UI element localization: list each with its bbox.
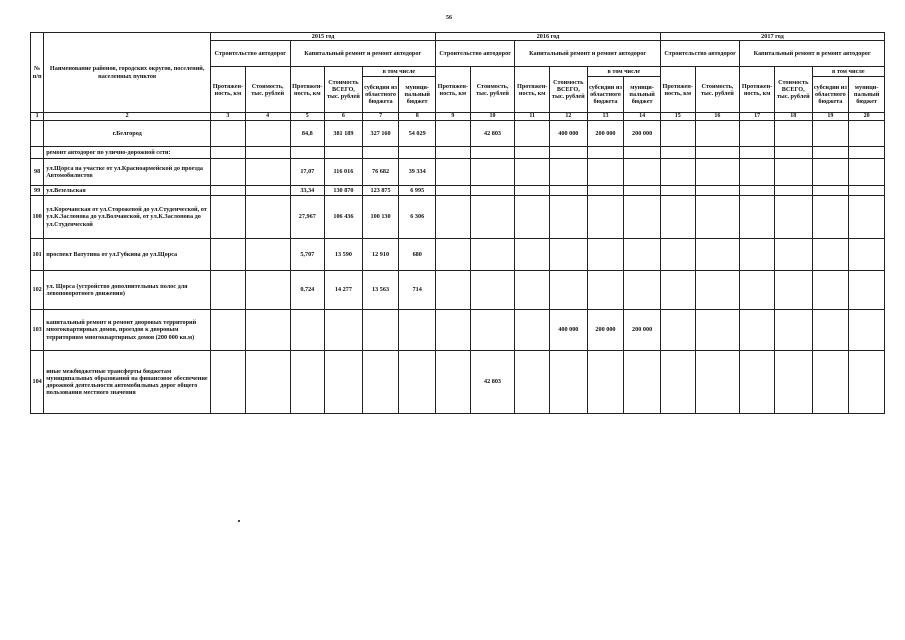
construction-2016: Строительство автодорог [436, 41, 515, 67]
cell-col-18 [774, 239, 812, 271]
cell-col-9 [436, 239, 471, 271]
cell-col-18 [774, 186, 812, 196]
row-name: ул. Щорса (устройство дополнительных полос для левоповоротного движения) [44, 271, 211, 310]
colnum: 17 [740, 113, 775, 121]
cell-col-9 [436, 310, 471, 351]
cell-col-15 [660, 186, 695, 196]
row-number: 101 [31, 239, 44, 271]
cell-col-12: 400 000 [550, 310, 588, 351]
row-name: г.Белгород [44, 121, 211, 147]
cell-col-13 [587, 147, 624, 159]
including-2015: в том числе [362, 67, 435, 77]
cell-col-12 [550, 147, 588, 159]
municipal-2017: муници-пальный бюджет [849, 77, 885, 113]
cell-col-15 [660, 159, 695, 186]
cell-col-10 [470, 310, 515, 351]
cell-col-6: 381 189 [325, 121, 363, 147]
cell-col-15 [660, 271, 695, 310]
colnum: 20 [849, 113, 885, 121]
cell-col-5: 0,724 [290, 271, 325, 310]
cell-col-3 [211, 186, 246, 196]
row-name: капитальный ремонт и ремонт дворовых территорий многоквартирных домов, проездов к дворовым территориям многоквартирных домов (200 000 кв.м) [44, 310, 211, 351]
colnum: 1 [31, 113, 44, 121]
colnum: 18 [774, 113, 812, 121]
cell-col-15 [660, 121, 695, 147]
year-2016: 2016 год [436, 33, 661, 41]
cell-col-3 [211, 310, 246, 351]
cell-col-4 [245, 271, 290, 310]
cell-col-12 [550, 239, 588, 271]
colnum: 7 [362, 113, 399, 121]
cell-col-8: 39 334 [399, 159, 436, 186]
row-number: 99 [31, 186, 44, 196]
cell-col-7 [362, 351, 399, 414]
length-2017: Протяжен-ность, км [660, 67, 695, 113]
cell-col-12 [550, 351, 588, 414]
cell-col-4 [245, 147, 290, 159]
cell-col-16 [695, 186, 740, 196]
cell-col-6: 13 590 [325, 239, 363, 271]
cell-col-16 [695, 351, 740, 414]
cell-col-19 [812, 310, 849, 351]
cell-col-18 [774, 351, 812, 414]
cell-col-19 [812, 196, 849, 239]
cell-col-14 [624, 271, 661, 310]
cell-col-16 [695, 121, 740, 147]
repair-length-2017: Протяжен-ность, км [740, 67, 775, 113]
cell-col-13 [587, 196, 624, 239]
cost-2016: Стоимость, тыс. рублей [470, 67, 515, 113]
cell-col-6: 130 870 [325, 186, 363, 196]
cell-col-10: 42 803 [470, 351, 515, 414]
cell-col-8: 714 [399, 271, 436, 310]
table-row [31, 310, 885, 351]
cell-col-5: 33,34 [290, 186, 325, 196]
cell-col-6: 106 436 [325, 196, 363, 239]
construction-2015: Строительство автодорог [211, 41, 290, 67]
cell-col-20 [849, 196, 885, 239]
cell-col-11 [515, 271, 550, 310]
including-2017: в том числе [812, 67, 884, 77]
cell-col-8: 54 029 [399, 121, 436, 147]
repair-length-2016: Протяжен-ность, км [515, 67, 550, 113]
page-number: 56 [446, 15, 452, 21]
cell-col-9 [436, 196, 471, 239]
row-name: иные межбюджетные трансферты бюджетам муниципальных образований на финансовое обеспечение дорожной деятельности автомобильных дорог общего пользования местного значения [44, 351, 211, 414]
table-row [31, 351, 885, 414]
colnum: 14 [624, 113, 661, 121]
cell-col-12 [550, 196, 588, 239]
row-number [31, 147, 44, 159]
length-2016: Протяжен-ность, км [436, 67, 471, 113]
cell-col-11 [515, 186, 550, 196]
cell-col-11 [515, 351, 550, 414]
cell-col-8 [399, 351, 436, 414]
cell-col-13: 200 000 [587, 121, 624, 147]
colnum: 9 [436, 113, 471, 121]
cost-2015: Стоимость, тыс. рублей [245, 67, 290, 113]
cost-2017: Стоимость, тыс. рублей [695, 67, 740, 113]
cell-col-7: 100 130 [362, 196, 399, 239]
cell-col-9 [436, 147, 471, 159]
cell-col-17 [740, 159, 775, 186]
subsidy-2016: субсидии из областного бюджета [587, 77, 624, 113]
cell-col-8: 680 [399, 239, 436, 271]
cell-col-3 [211, 239, 246, 271]
cell-col-7: 13 563 [362, 271, 399, 310]
cell-col-18 [774, 147, 812, 159]
cell-col-17 [740, 239, 775, 271]
cell-col-8: 6 306 [399, 196, 436, 239]
cell-col-20 [849, 121, 885, 147]
table-row [31, 121, 885, 147]
cell-col-14 [624, 159, 661, 186]
cell-col-7: 327 160 [362, 121, 399, 147]
cell-col-14 [624, 147, 661, 159]
table-row [31, 196, 885, 239]
colnum: 11 [515, 113, 550, 121]
row-number [31, 121, 44, 147]
road-works-table [30, 32, 885, 414]
including-2016: в том числе [587, 67, 660, 77]
cell-col-14 [624, 239, 661, 271]
cell-col-18 [774, 196, 812, 239]
cell-col-20 [849, 147, 885, 159]
cell-col-20 [849, 239, 885, 271]
table-row [31, 159, 885, 186]
cell-col-3 [211, 121, 246, 147]
cell-col-3 [211, 147, 246, 159]
cell-col-20 [849, 271, 885, 310]
table-row [31, 239, 885, 271]
cell-col-17 [740, 186, 775, 196]
repair-2016: Капитальный ремонт и ремонт автодорог [515, 41, 661, 67]
row-name: ул.Корочанская от ул.Сторожевой до ул.Студенческой, от ул.К.Заслонова до ул.Волчанской, от ул.К.Заслонова до ул.Студенческой [44, 196, 211, 239]
cell-col-9 [436, 271, 471, 310]
table-row [31, 271, 885, 310]
cell-col-5: 84,8 [290, 121, 325, 147]
cell-col-4 [245, 186, 290, 196]
cell-col-6: 116 016 [325, 159, 363, 186]
cell-col-15 [660, 147, 695, 159]
cell-col-11 [515, 147, 550, 159]
cell-col-20 [849, 310, 885, 351]
cell-col-15 [660, 351, 695, 414]
construction-2017: Строительство автодорог [660, 41, 739, 67]
cell-col-7: 76 682 [362, 159, 399, 186]
year-2017: 2017 год [660, 33, 884, 41]
cell-col-3 [211, 196, 246, 239]
cell-col-12 [550, 271, 588, 310]
cell-col-5 [290, 310, 325, 351]
subsidy-2017: субсидии из областного бюджета [812, 77, 849, 113]
cell-col-14: 200 000 [624, 121, 661, 147]
cell-col-18 [774, 271, 812, 310]
municipal-2016: муници-пальный бюджет [624, 77, 661, 113]
cell-col-4 [245, 159, 290, 186]
cell-col-12 [550, 159, 588, 186]
cell-col-5 [290, 147, 325, 159]
row-name: проспект Ватутина от ул.Губкина до ул.Щорса [44, 239, 211, 271]
cell-col-20 [849, 351, 885, 414]
cell-col-14 [624, 186, 661, 196]
column-numbers-row [31, 113, 885, 121]
cell-col-10 [470, 271, 515, 310]
scan-speck [238, 520, 240, 522]
colnum: 15 [660, 113, 695, 121]
table-row [31, 186, 885, 196]
cell-col-5: 5,707 [290, 239, 325, 271]
cell-col-17 [740, 271, 775, 310]
year-2015: 2015 год [211, 33, 436, 41]
cell-col-12 [550, 186, 588, 196]
cell-col-11 [515, 310, 550, 351]
colnum: 3 [211, 113, 246, 121]
cell-col-10 [470, 196, 515, 239]
cell-col-4 [245, 351, 290, 414]
colnum: 16 [695, 113, 740, 121]
table-row [31, 147, 885, 159]
header-no: № п/п [31, 33, 44, 113]
row-number: 103 [31, 310, 44, 351]
municipal-2015: муници-пальный бюджет [399, 77, 436, 113]
colnum: 19 [812, 113, 849, 121]
cell-col-8 [399, 147, 436, 159]
row-name: ремонт автодорог по улично-дорожной сети: [44, 147, 211, 159]
colnum: 2 [44, 113, 211, 121]
cell-col-13 [587, 159, 624, 186]
colnum: 13 [587, 113, 624, 121]
cell-col-20 [849, 159, 885, 186]
cell-col-15 [660, 310, 695, 351]
cell-col-10 [470, 239, 515, 271]
cell-col-19 [812, 271, 849, 310]
cell-col-19 [812, 186, 849, 196]
row-number: 102 [31, 271, 44, 310]
cell-col-19 [812, 159, 849, 186]
cell-col-3 [211, 159, 246, 186]
cell-col-9 [436, 351, 471, 414]
cell-col-6 [325, 147, 363, 159]
cell-col-11 [515, 196, 550, 239]
cell-col-16 [695, 196, 740, 239]
cell-col-19 [812, 239, 849, 271]
colnum: 4 [245, 113, 290, 121]
cell-col-15 [660, 196, 695, 239]
cell-col-3 [211, 351, 246, 414]
cell-col-6 [325, 310, 363, 351]
cell-col-11 [515, 121, 550, 147]
cell-col-19 [812, 147, 849, 159]
cell-col-18 [774, 310, 812, 351]
cell-col-18 [774, 159, 812, 186]
cell-col-16 [695, 159, 740, 186]
cell-col-13 [587, 186, 624, 196]
colnum: 8 [399, 113, 436, 121]
repair-2017: Капитальный ремонт и ремонт автодорог [740, 41, 885, 67]
cell-col-8 [399, 310, 436, 351]
cell-col-9 [436, 159, 471, 186]
cell-col-5: 27,967 [290, 196, 325, 239]
cell-col-6 [325, 351, 363, 414]
row-number: 98 [31, 159, 44, 186]
repair-cost-2017: Стоимость ВСЕГО, тыс. рублей [774, 67, 812, 113]
cell-col-9 [436, 186, 471, 196]
repair-length-2015: Протяжен-ность, км [290, 67, 325, 113]
cell-col-7 [362, 147, 399, 159]
length-2015: Протяжен-ность, км [211, 67, 246, 113]
cell-col-7: 123 875 [362, 186, 399, 196]
cell-col-17 [740, 147, 775, 159]
cell-col-10: 42 803 [470, 121, 515, 147]
cell-col-13: 200 000 [587, 310, 624, 351]
cell-col-5: 17,07 [290, 159, 325, 186]
row-number: 104 [31, 351, 44, 414]
cell-col-10 [470, 186, 515, 196]
row-number: 100 [31, 196, 44, 239]
cell-col-10 [470, 159, 515, 186]
cell-col-17 [740, 310, 775, 351]
cell-col-4 [245, 196, 290, 239]
cell-col-19 [812, 351, 849, 414]
cell-col-14 [624, 196, 661, 239]
cell-col-4 [245, 239, 290, 271]
header-name: Наименование районов, городских округов, поселений, населенных пунктов [44, 33, 211, 113]
cell-col-13 [587, 239, 624, 271]
cell-col-8: 6 995 [399, 186, 436, 196]
cell-col-5 [290, 351, 325, 414]
cell-col-14 [624, 351, 661, 414]
cell-col-13 [587, 351, 624, 414]
cell-col-16 [695, 310, 740, 351]
cell-col-16 [695, 271, 740, 310]
cell-col-19 [812, 121, 849, 147]
cell-col-16 [695, 147, 740, 159]
cell-col-10 [470, 147, 515, 159]
row-name: ул.Везельская [44, 186, 211, 196]
cell-col-13 [587, 271, 624, 310]
colnum: 10 [470, 113, 515, 121]
cell-col-9 [436, 121, 471, 147]
cell-col-11 [515, 159, 550, 186]
repair-2015: Капитальный ремонт и ремонт автодорог [290, 41, 436, 67]
row-name: ул.Щорса на участке от ул.Красноармейской до проезда Автомобилистов [44, 159, 211, 186]
cell-col-7: 12 910 [362, 239, 399, 271]
cell-col-3 [211, 271, 246, 310]
cell-col-15 [660, 239, 695, 271]
cell-col-6: 14 277 [325, 271, 363, 310]
repair-cost-2015: Стоимость ВСЕГО, тыс. рублей [325, 67, 363, 113]
repair-cost-2016: Стоимость ВСЕГО, тыс. рублей [550, 67, 588, 113]
cell-col-14: 200 000 [624, 310, 661, 351]
cell-col-17 [740, 196, 775, 239]
cell-col-20 [849, 186, 885, 196]
colnum: 12 [550, 113, 588, 121]
subsidy-2015: субсидии из областного бюджета [362, 77, 399, 113]
cell-col-11 [515, 239, 550, 271]
cell-col-4 [245, 121, 290, 147]
cell-col-17 [740, 121, 775, 147]
cell-col-12: 400 000 [550, 121, 588, 147]
cell-col-4 [245, 310, 290, 351]
cell-col-16 [695, 239, 740, 271]
colnum: 5 [290, 113, 325, 121]
cell-col-7 [362, 310, 399, 351]
cell-col-17 [740, 351, 775, 414]
colnum: 6 [325, 113, 363, 121]
cell-col-18 [774, 121, 812, 147]
